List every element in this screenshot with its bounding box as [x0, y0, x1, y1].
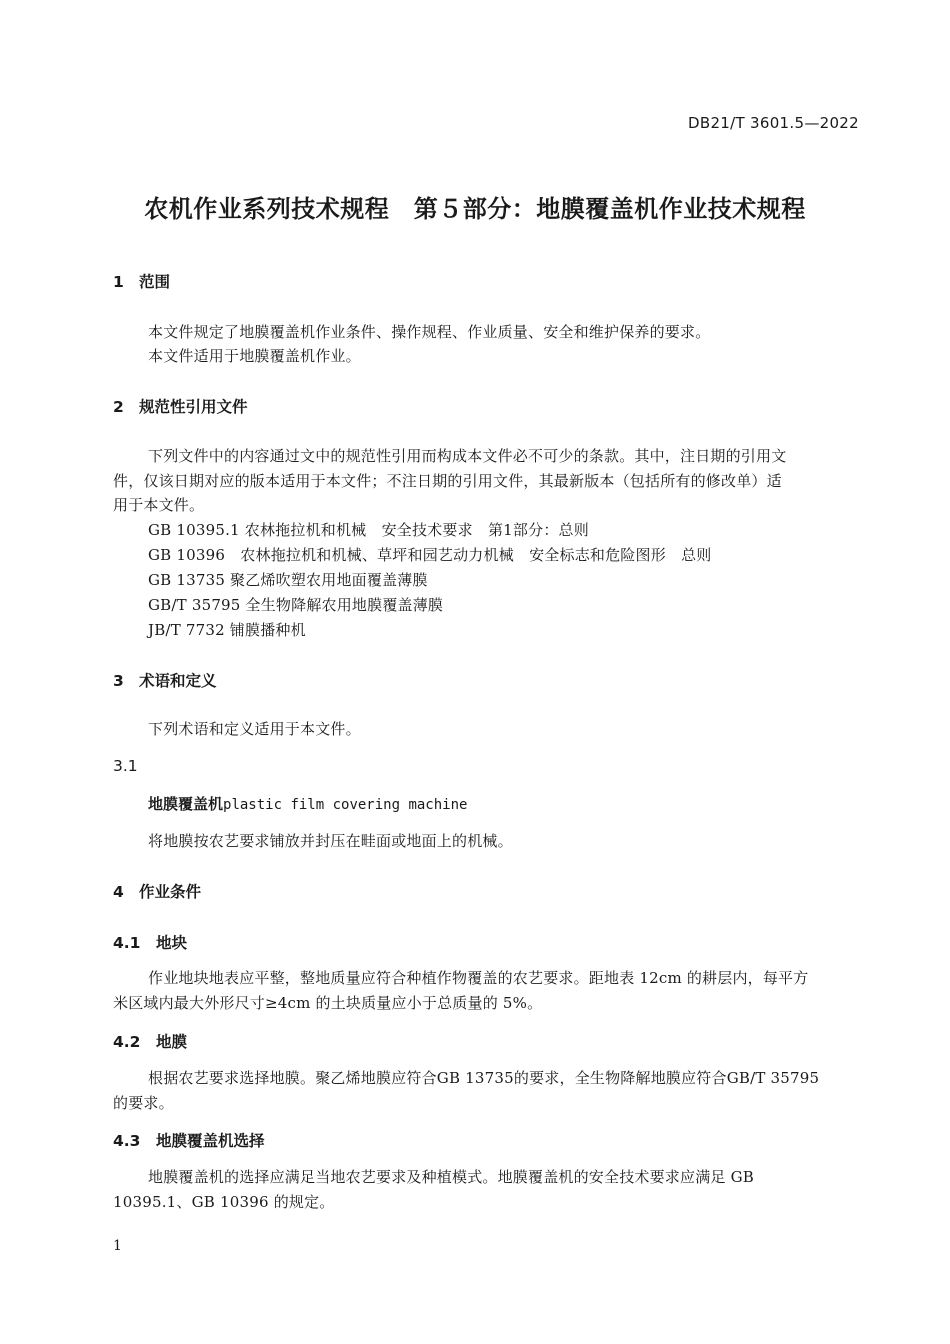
section-heading-2: [113, 395, 248, 417]
subsection-heading-4-2: [113, 1030, 187, 1052]
term-entry: [148, 793, 467, 814]
section-number: 2: [113, 398, 124, 416]
subsection-title: 地块: [156, 934, 188, 952]
paragraph: 地膜覆盖机的选择应满足当地农艺要求及种植模式。地膜覆盖机的安全技术要求应满足 GB: [148, 1168, 754, 1186]
document-number: DB21/T 3601.5—2022: [688, 114, 859, 132]
paragraph: 件，仅该日期对应的版本适用于本文件；不注日期的引用文件，其最新版本（包括所有的修改单）适: [113, 472, 782, 490]
subsection-number: 4.1: [113, 934, 141, 952]
term-chinese: 地膜覆盖机: [148, 795, 224, 813]
paragraph: 的要求。: [113, 1094, 174, 1112]
section-heading-3: [113, 669, 217, 691]
term-definition: 将地膜按农艺要求铺放并封压在畦面或地面上的机械。: [148, 832, 513, 850]
section-title: 术语和定义: [139, 672, 217, 690]
paragraph: 本文件规定了地膜覆盖机作业条件、操作规程、作业质量、安全和维护保养的要求。: [148, 323, 711, 341]
subsection-number: 3.1: [113, 757, 138, 775]
section-title: 作业条件: [139, 883, 202, 901]
reference-item: GB 10396 农林拖拉机和机械、草坪和园艺动力机械 安全标志和危险图形 总则: [148, 546, 712, 564]
section-number: 1: [113, 273, 124, 291]
reference-item: GB/T 35795 全生物降解农用地膜覆盖薄膜: [148, 596, 444, 614]
subsection-number: 4.2: [113, 1033, 141, 1051]
paragraph: 作业地块地表应平整，整地质量应符合种植作物覆盖的农艺要求。距地表 12cm 的耕层内，每平方: [148, 969, 809, 987]
paragraph: 10395.1、GB 10396 的规定。: [113, 1193, 335, 1211]
section-title: 规范性引用文件: [139, 398, 248, 416]
subsection-title: 地膜: [156, 1033, 188, 1051]
page-title: 农机作业系列技术规程 第５部分：地膜覆盖机作业技术规程: [144, 195, 806, 223]
reference-item: JB/T 7732 铺膜播种机: [148, 621, 306, 639]
paragraph: 本文件适用于地膜覆盖机作业。: [148, 347, 361, 365]
paragraph: 下列术语和定义适用于本文件。: [148, 720, 361, 738]
subsection-number: 4.3: [113, 1132, 141, 1150]
section-number: 4: [113, 883, 124, 901]
paragraph: 用于本文件。: [113, 496, 205, 514]
section-title: 范围: [139, 273, 171, 291]
section-number: 3: [113, 672, 124, 690]
term-english: plastic film covering machine: [223, 797, 468, 813]
reference-item: GB 10395.1 农林拖拉机和机械 安全技术要求 第1部分：总则: [148, 521, 589, 539]
subsection-title: 地膜覆盖机选择: [156, 1132, 265, 1150]
subsection-heading-4-1: [113, 931, 187, 953]
subsection-heading-4-3: [113, 1129, 265, 1151]
section-heading-1: [113, 270, 170, 292]
section-heading-4: [113, 880, 201, 902]
paragraph: 米区域内最大外形尺寸≥4cm 的土块质量应小于总质量的 5%。: [113, 994, 543, 1012]
reference-item: GB 13735 聚乙烯吹塑农用地面覆盖薄膜: [148, 571, 428, 589]
paragraph: 根据农艺要求选择地膜。聚乙烯地膜应符合GB 13735的要求，全生物降解地膜应符合GB/T 35795: [148, 1069, 820, 1087]
paragraph: 下列文件中的内容通过文中的规范性引用而构成本文件必不可少的条款。其中，注日期的引用文: [148, 447, 787, 465]
page-number: 1: [113, 1238, 122, 1254]
